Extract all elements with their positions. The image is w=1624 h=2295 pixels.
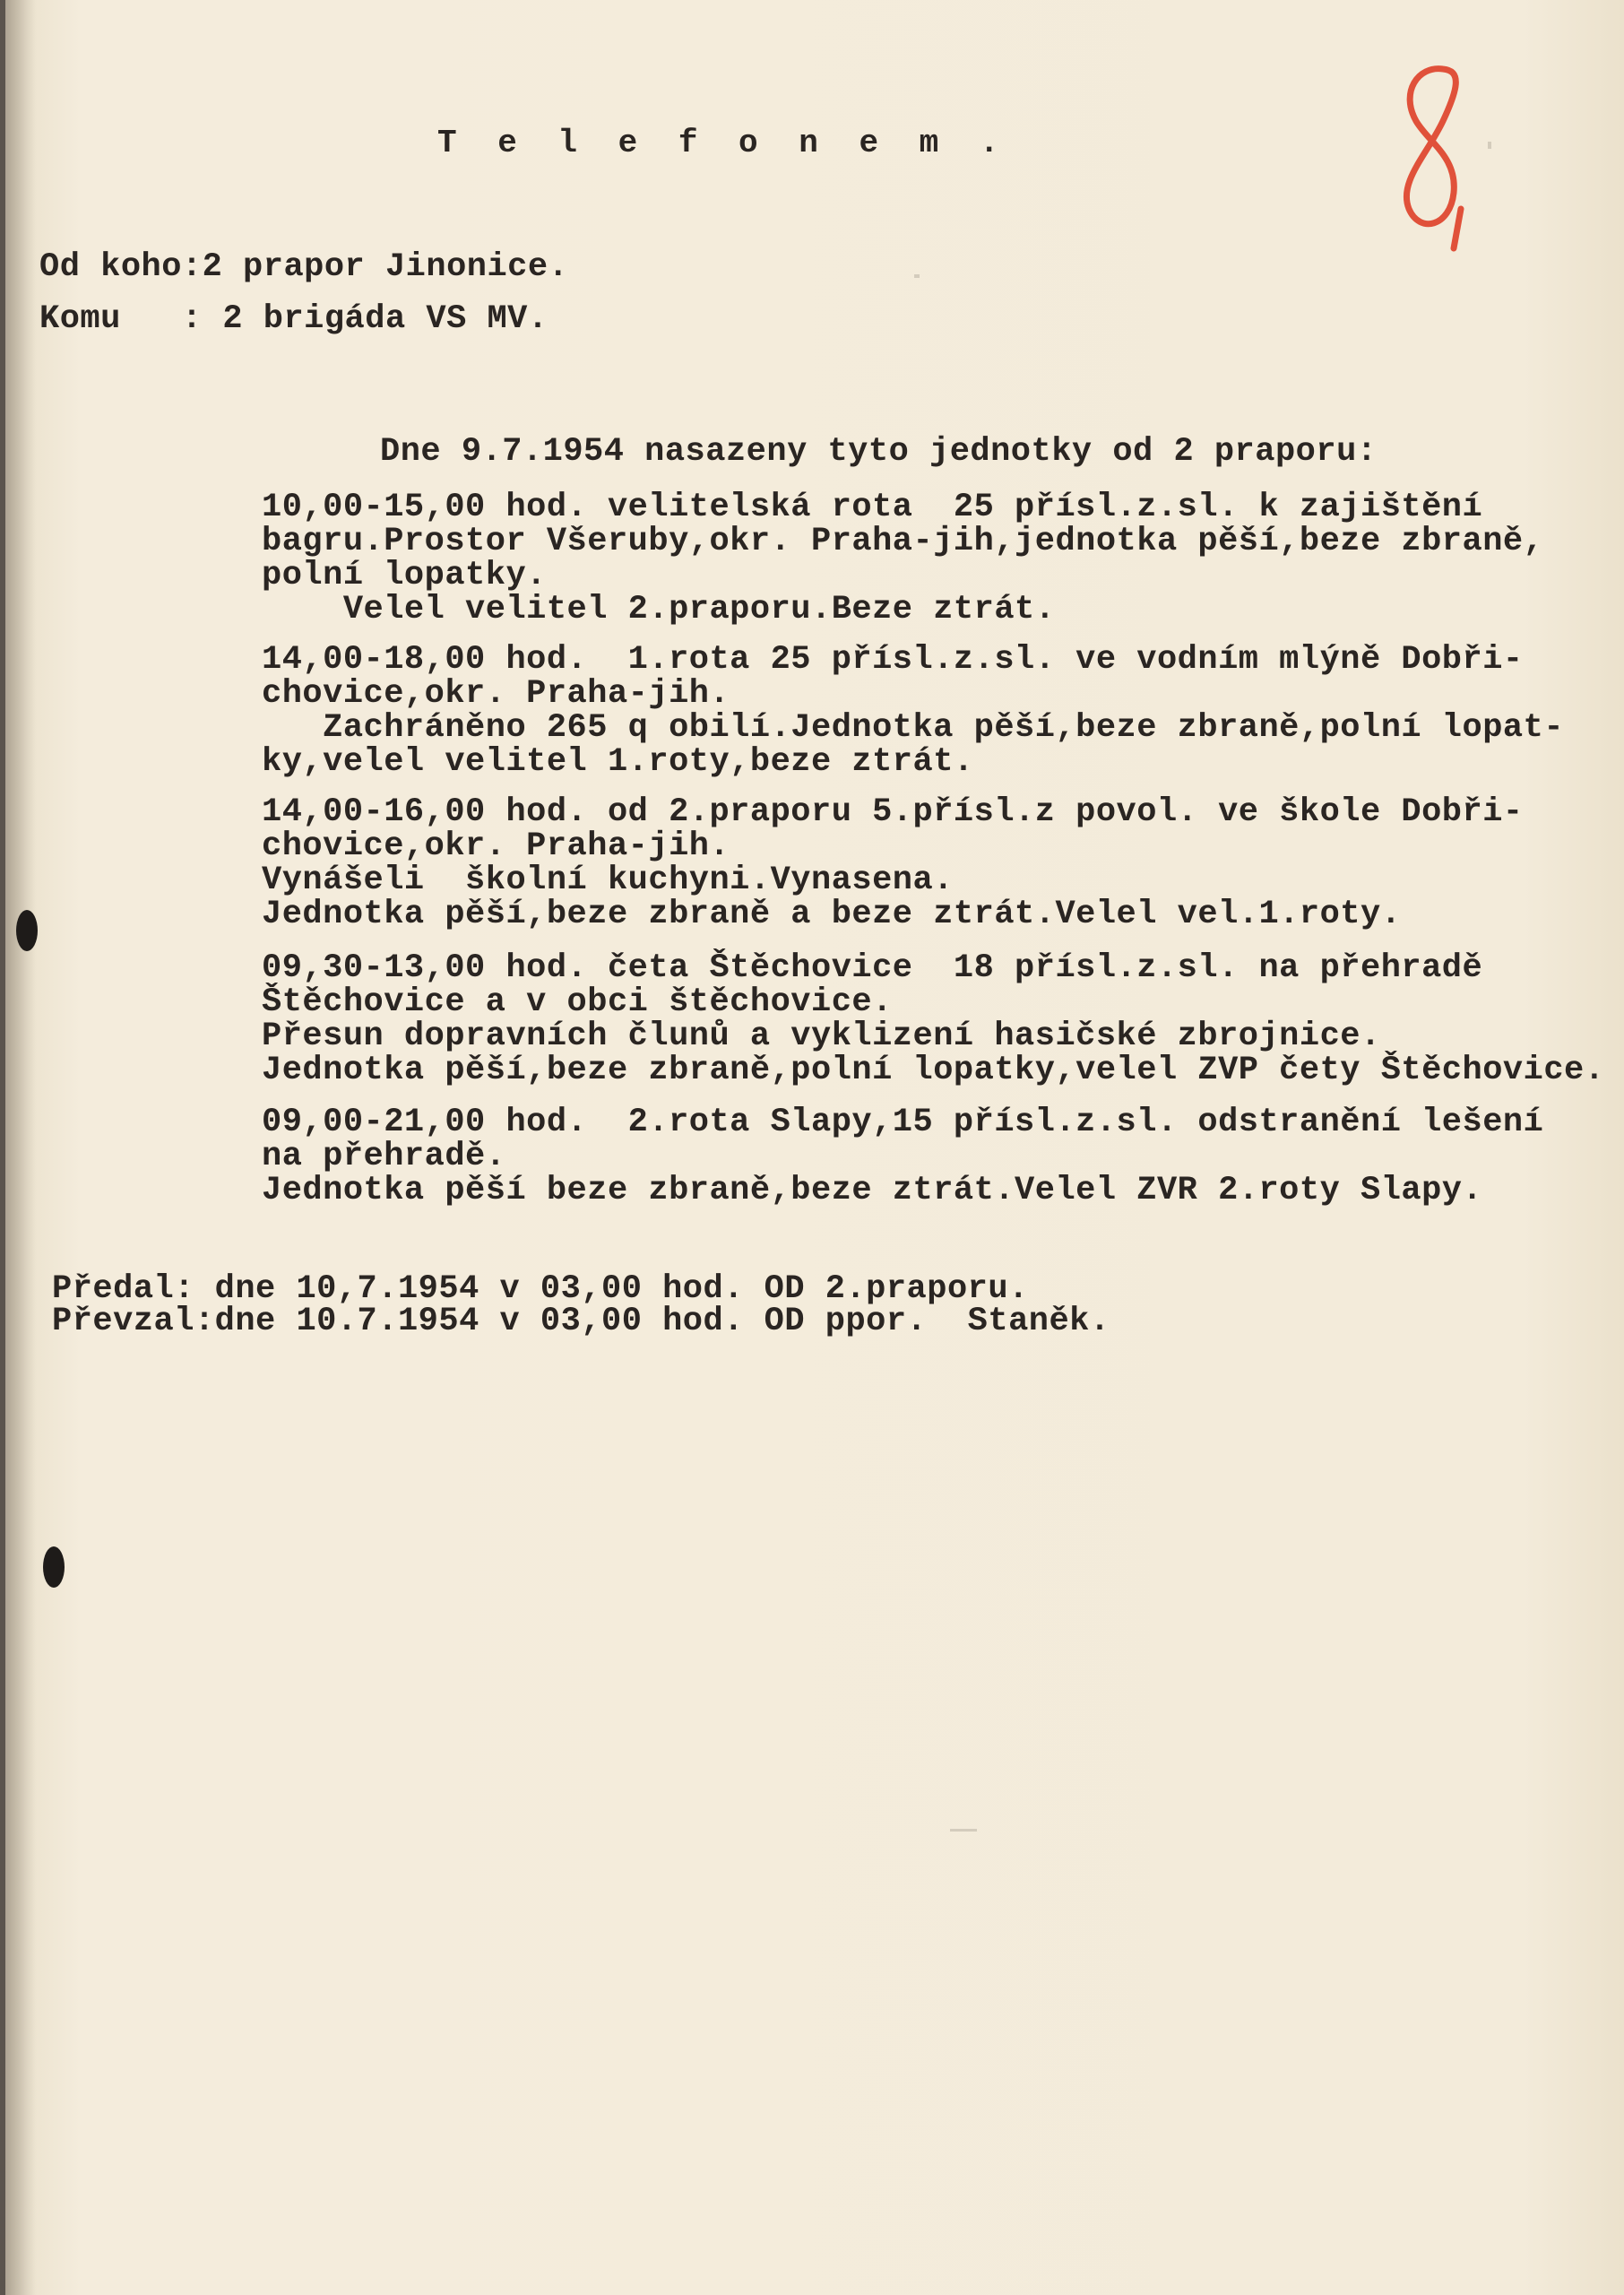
entry-3-line-4: Jednotka pěší,beze zbraně a beze ztrát.Velel vel.1.roty. (262, 896, 1402, 933)
entry-1-line-2: bagru.Prostor Všeruby,okr. Praha-jih,jednotka pěší,beze zbraně, (262, 523, 1544, 560)
document-heading: T e l e f o n e m . (437, 125, 1010, 161)
entry-4-line-3: Přesun dopravních člunů a vyklizení hasičské zbrojnice. (262, 1018, 1381, 1055)
handed-over-line: Předal: dne 10,7.1954 v 03,00 hod. OD 2.praporu. (52, 1270, 1029, 1308)
entry-4-line-1: 09,30-13,00 hod. četa Štěchovice 18 přísl.z.sl. na přehradě (262, 949, 1483, 987)
entry-1-line-1: 10,00-15,00 hod. velitelská rota 25 přísl.z.sl. k zajištění (262, 489, 1483, 526)
entry-1-line-3: polní lopatky. (262, 557, 547, 594)
punch-hole-top (16, 910, 38, 951)
paper-mark (1488, 142, 1491, 149)
punch-hole-bottom (43, 1546, 65, 1588)
fold-shadow (5, 0, 36, 2295)
entry-5-line-2: na přehradě. (262, 1138, 506, 1175)
paper-mark (914, 274, 920, 278)
entry-2-line-1: 14,00-18,00 hod. 1.rota 25 přísl.z.sl. ve vodním mlýně Dobři- (262, 641, 1524, 679)
received-line: Převzal:dne 10.7.1954 v 03,00 hod. OD ppor. Staněk. (52, 1303, 1110, 1340)
to-line: Komu : 2 brigáda VS MV. (39, 300, 549, 338)
entry-5-line-3: Jednotka pěší beze zbraně,beze ztrát.Velel ZVR 2.roty Slapy. (262, 1172, 1483, 1209)
entry-4-line-4: Jednotka pěší,beze zbraně,polní lopatky,velel ZVP čety Štěchovice. (262, 1052, 1605, 1089)
entry-3-line-2: chovice,okr. Praha-jih. (262, 827, 730, 865)
entry-3-line-1: 14,00-16,00 hod. od 2.praporu 5.přísl.z povol. ve škole Dobři- (262, 793, 1524, 831)
intro-line: Dne 9.7.1954 nasazeny tyto jednotky od 2 praporu: (380, 433, 1378, 471)
entry-5-line-1: 09,00-21,00 hod. 2.rota Slapy,15 přísl.z.sl. odstranění lešení (262, 1104, 1544, 1141)
from-line: Od koho:2 prapor Jinonice. (39, 248, 569, 286)
entry-2-line-3: Zachráněno 265 q obilí.Jednotka pěší,beze zbraně,polní lopat- (262, 709, 1565, 747)
entry-4-line-2: Štěchovice a v obci štěchovice. (262, 983, 893, 1021)
entry-2-line-4: ky,velel velitel 1.roty,beze ztrát. (262, 743, 974, 781)
entry-3-line-3: Vynášeli školní kuchyni.Vynasena. (262, 862, 954, 899)
entry-2-line-2: chovice,okr. Praha-jih. (262, 675, 730, 713)
paper-mark (950, 1829, 977, 1832)
entry-1-line-4: Velel velitel 2.praporu.Beze ztrát. (262, 591, 1056, 628)
handwritten-page-number (1364, 58, 1481, 264)
